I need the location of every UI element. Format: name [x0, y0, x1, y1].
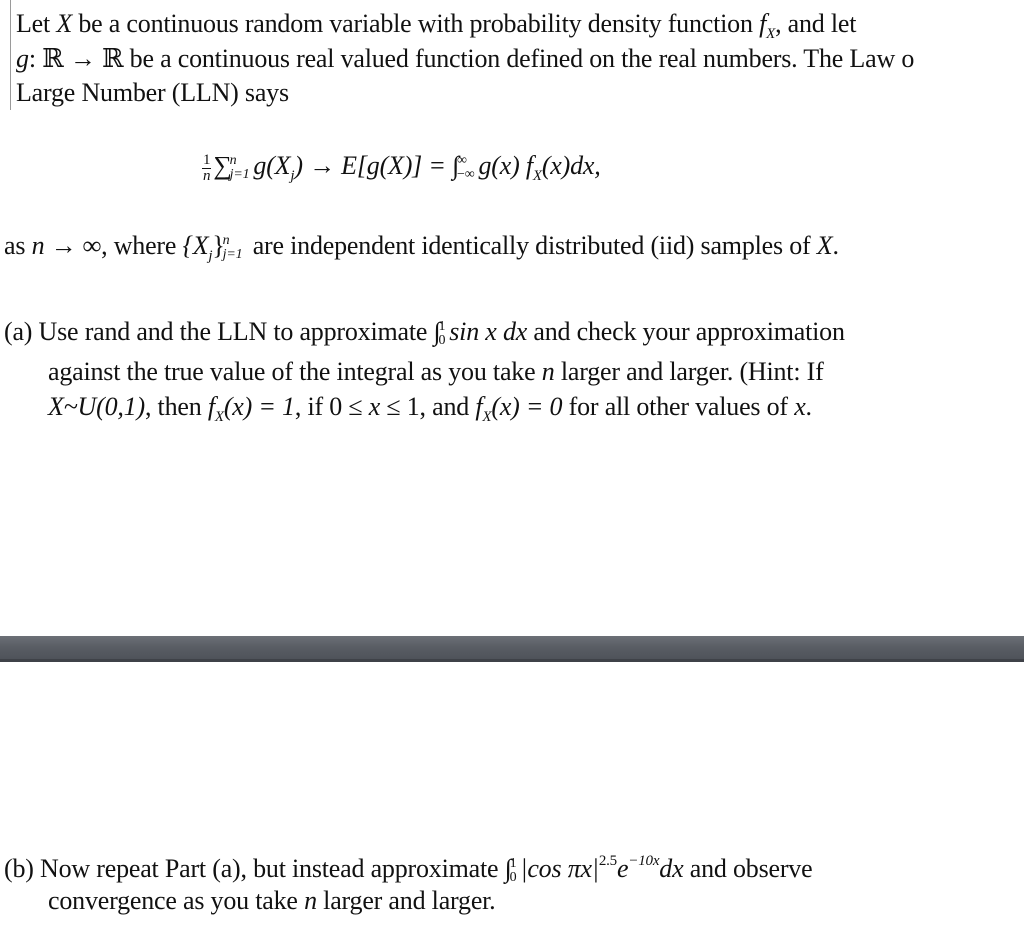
part-a-line-2: against the true value of the integral as you take n larger and larger. (Hint: If — [48, 357, 824, 386]
part-b-line-2: convergence as you take n larger and larger. — [48, 886, 496, 915]
lln-formula: $\frac{1}{n}$ ∑ n j=1 $g(X_j) \to E[g(X)]$ = ∫ ∞ −∞ g(x) $f_X(x)dx$, — [203, 151, 601, 184]
page-separator-bar — [0, 636, 1024, 662]
intro-line-2: g: ℝ → ℝ be a continuous real valued function defined on the real numbers. The Law o — [16, 44, 915, 73]
part-a-line-1: (a) Use rand and the LLN to approximate ∫ 1 0 sin x dx and check your approximation — [4, 317, 845, 349]
fraction-one-over-n: $\frac{1}{n}$ — [203, 151, 211, 184]
part-a-line-3: X~U(0,1), then $f_X(x) = 1$, if 0 ≤ x ≤ 1, and $f_X(x) = 0$ for all other values of x. — [48, 392, 812, 425]
intro-line-3: Large Number (LLN) says — [16, 78, 289, 107]
left-margin-rule — [10, 0, 11, 110]
iid-line: as n → ∞, where $\{X_j\}$ n j=1 are independent identically distributed (iid) samples of X. — [4, 231, 839, 264]
intro-line-1: Let X be a continuous random variable with probability density function $f_X$, and let — [16, 9, 857, 42]
part-b-line-1: (b) Now repeat Part (a), but instead approximate ∫ 1 0 |cos $\pi x|^{2.5}e^{-10x}dx$ and observe — [4, 853, 813, 886]
